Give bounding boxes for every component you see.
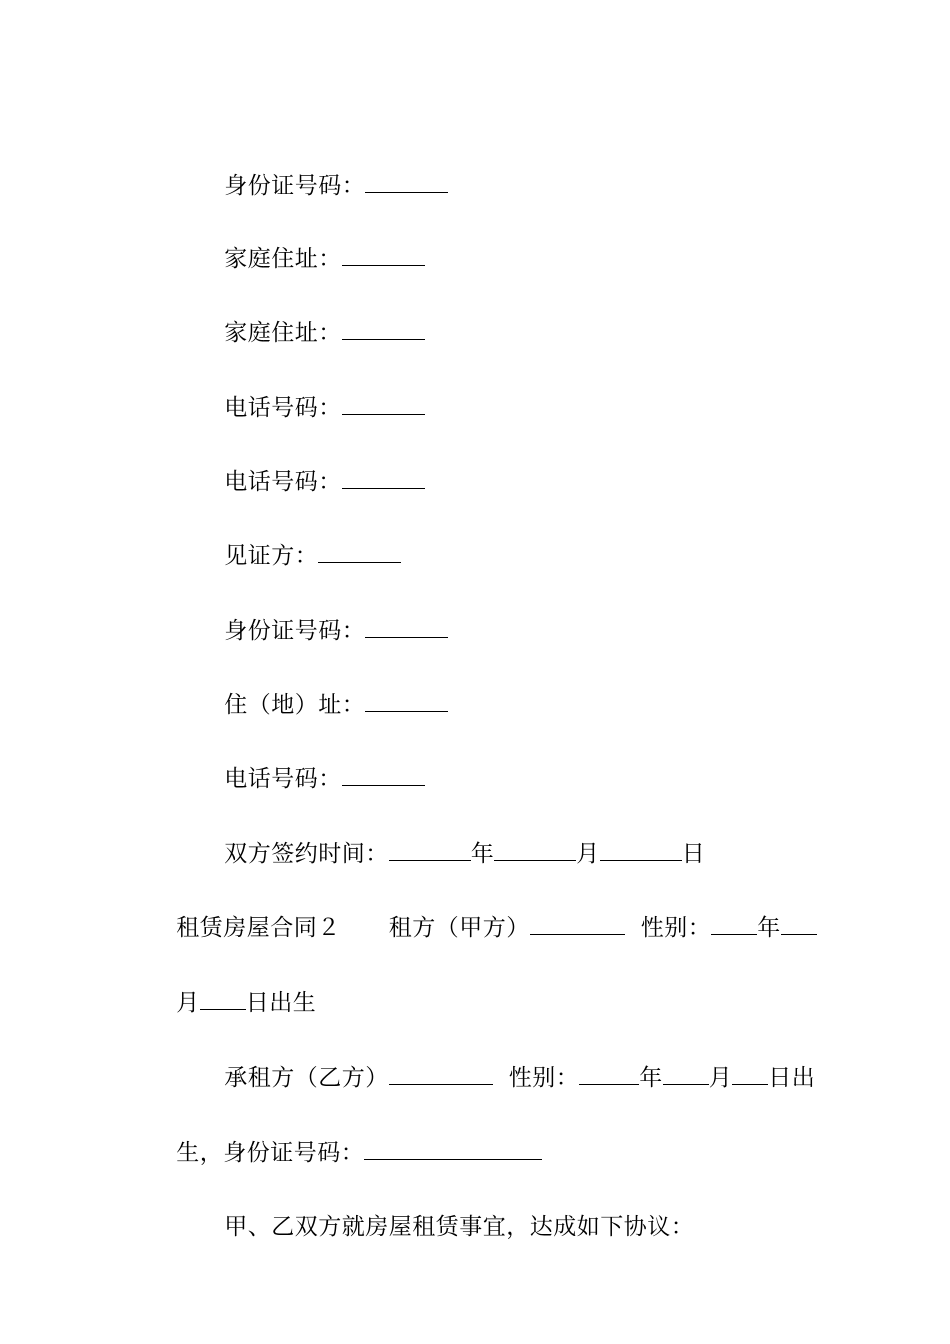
field-label: 见证方： — [224, 543, 319, 569]
blank-underline — [600, 838, 682, 861]
blank-underline — [732, 1062, 768, 1085]
year-label: 年 — [470, 841, 495, 867]
blank-underline — [365, 615, 448, 638]
signing-label: 双方签约时间： — [224, 841, 389, 867]
id-label: 生，身份证号码： — [176, 1140, 365, 1166]
field-label: 电话号码： — [224, 469, 342, 495]
born-label: 日出 — [768, 1065, 816, 1091]
blank-underline — [579, 1062, 639, 1085]
born-label: 日出生 — [245, 990, 317, 1016]
month-label: 月 — [176, 990, 200, 1016]
month-label: 月 — [576, 841, 600, 867]
blank-underline — [364, 1137, 542, 1160]
blank-underline — [318, 540, 401, 563]
field-label: 身份证号码： — [224, 618, 366, 644]
day-label: 日 — [681, 841, 706, 867]
field-label: 家庭住址： — [224, 320, 342, 346]
blank-underline — [365, 170, 448, 193]
blank-underline — [342, 243, 425, 266]
blank-underline — [342, 317, 425, 340]
field-label: 电话号码： — [224, 766, 342, 792]
blank-underline — [389, 1062, 493, 1085]
blank-underline — [342, 392, 425, 415]
blank-underline — [200, 987, 246, 1010]
contract2-title: 租赁房屋合同２ — [176, 915, 341, 941]
gender-label: 性别： — [640, 915, 712, 941]
lessee-label: 承租方（乙方） — [224, 1065, 389, 1091]
field-label: 住（地）址： — [224, 692, 366, 718]
year-label: 年 — [757, 915, 781, 941]
blank-underline — [342, 466, 425, 489]
agreement-line — [193, 1182, 694, 1272]
blank-underline — [781, 912, 817, 935]
month-label: 月 — [708, 1065, 733, 1091]
lessor-label: 租方（甲方） — [388, 915, 530, 941]
year-label: 年 — [639, 1065, 663, 1091]
blank-underline — [530, 912, 625, 935]
field-label: 家庭住址： — [224, 246, 342, 272]
blank-underline — [663, 1062, 709, 1085]
blank-underline — [342, 763, 425, 786]
blank-underline — [389, 838, 471, 861]
blank-underline — [494, 838, 576, 861]
blank-underline — [365, 689, 448, 712]
field-label: 电话号码： — [224, 395, 342, 421]
field-label: 身份证号码： — [224, 173, 366, 199]
agreement-text: 甲、乙双方就房屋租赁事宜，达成如下协议： — [224, 1214, 695, 1240]
blank-underline — [711, 912, 757, 935]
gender-label: 性别： — [508, 1065, 580, 1091]
